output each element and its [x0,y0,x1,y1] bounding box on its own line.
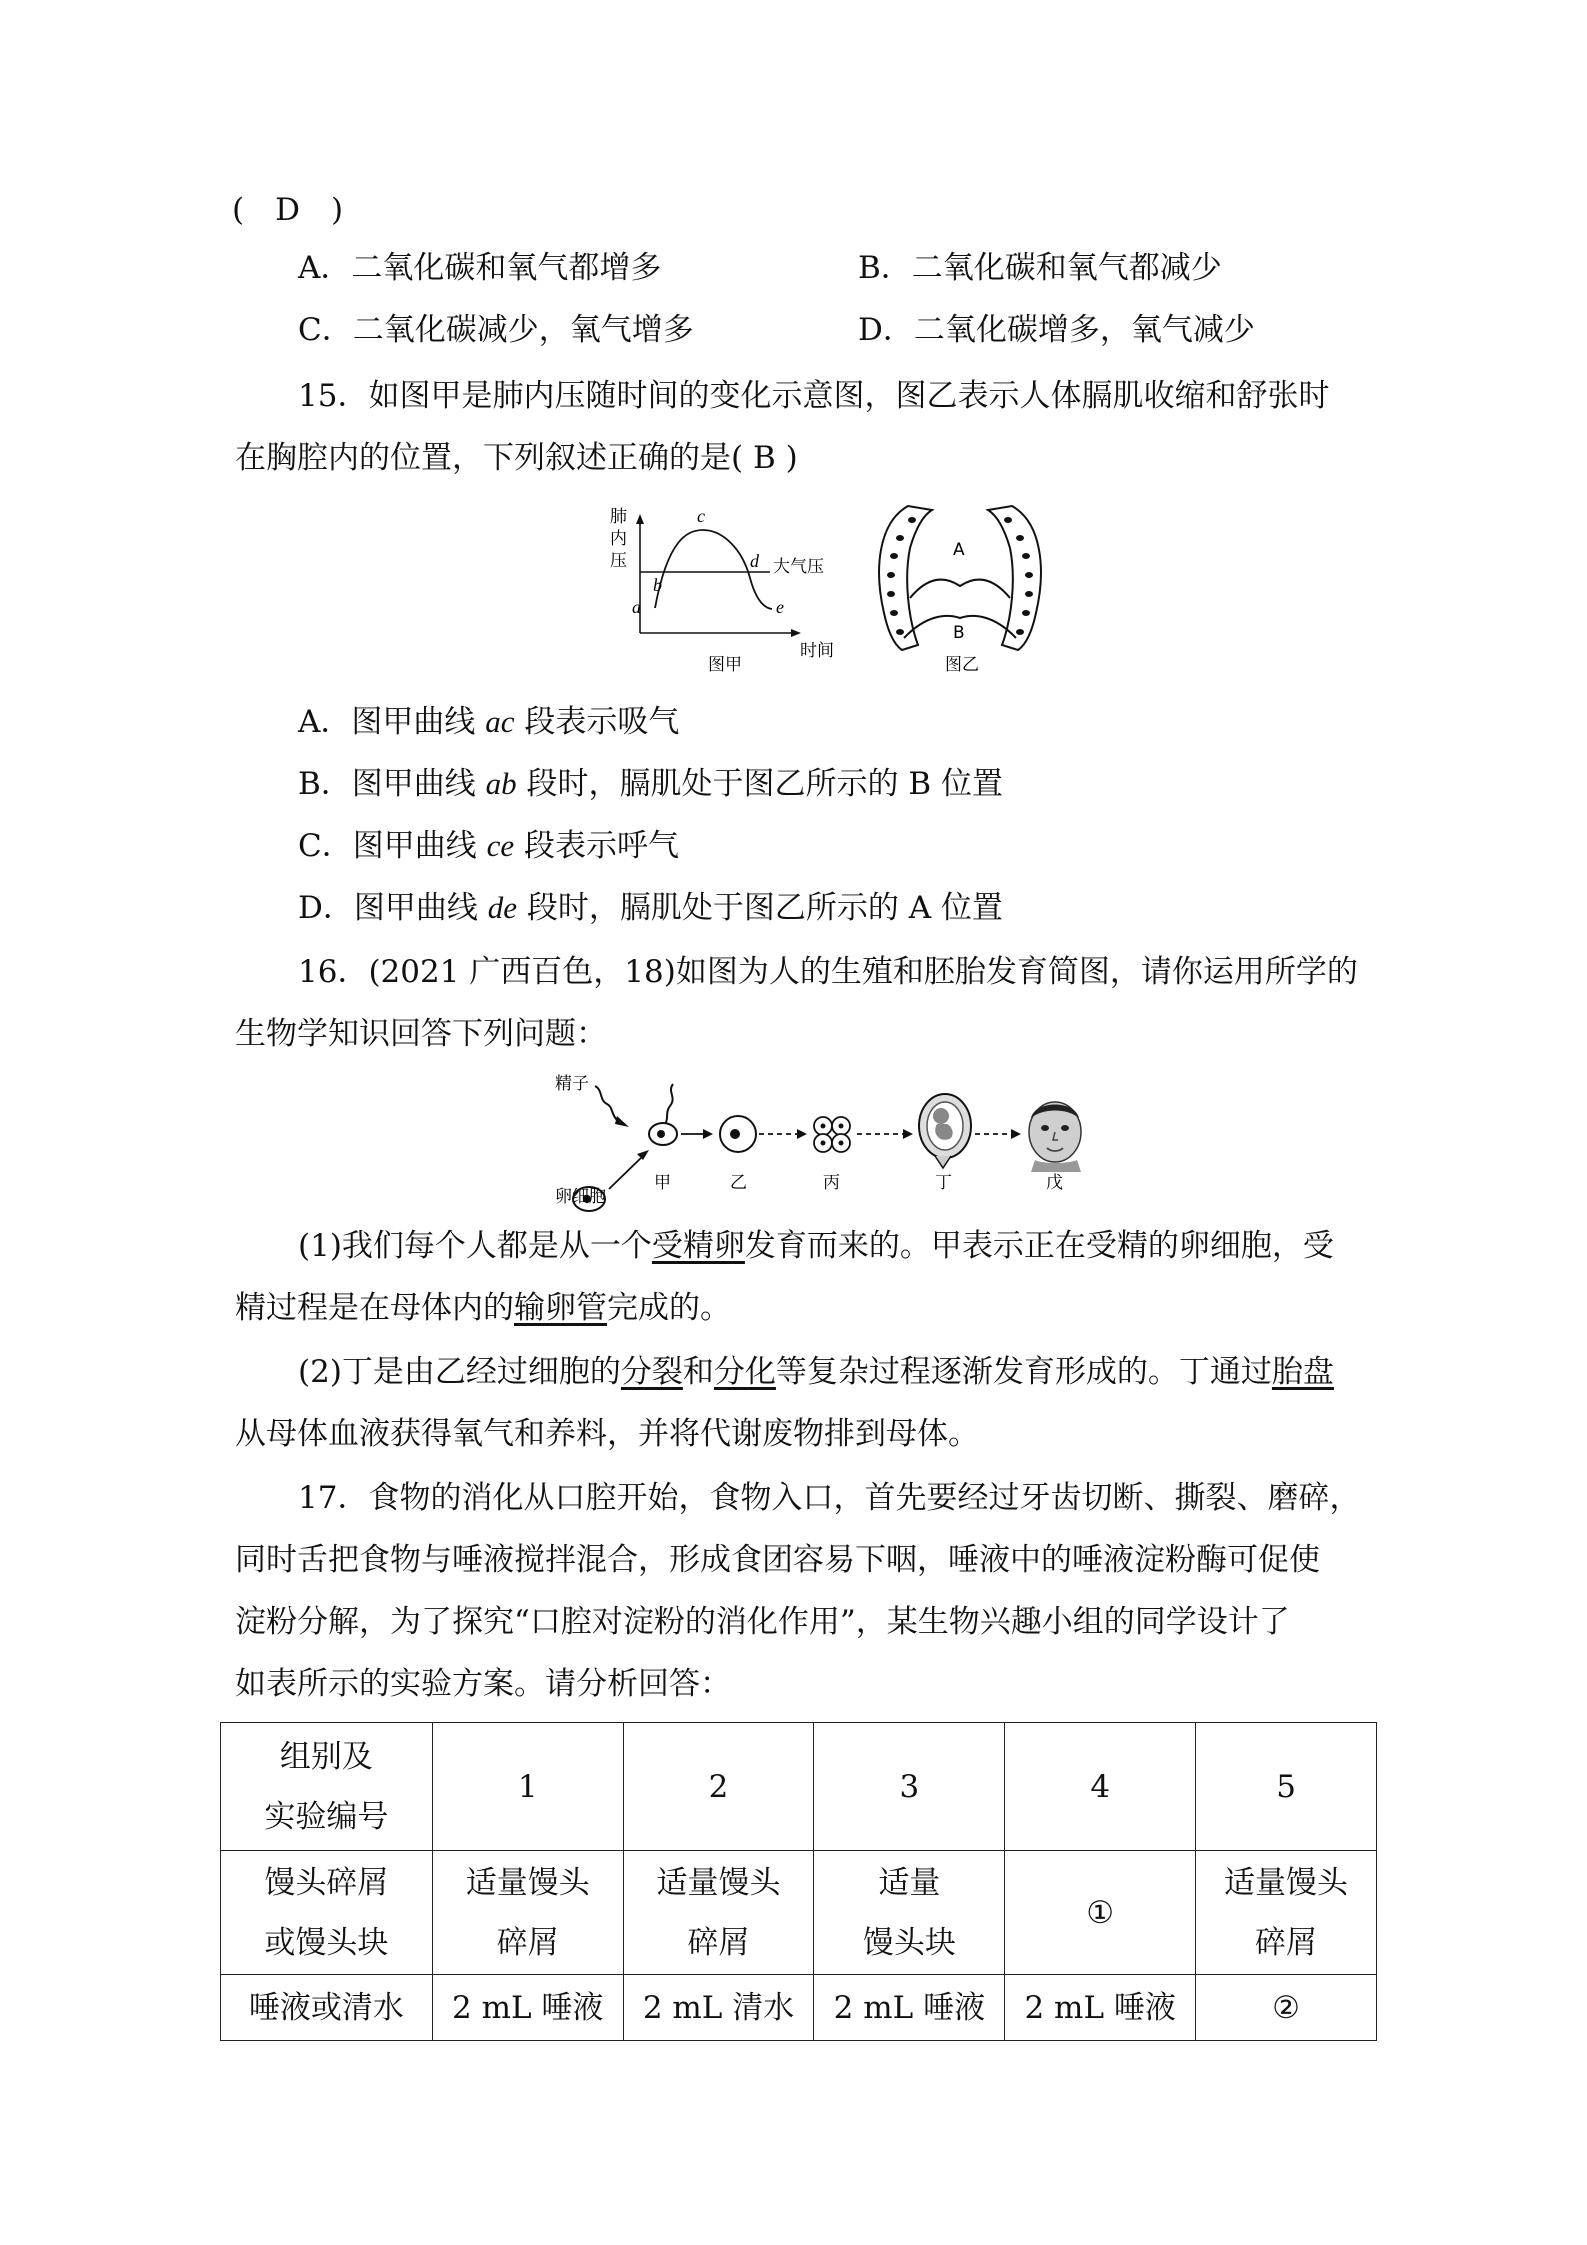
point-d-label: d [750,551,759,571]
cell-r2-c2: 2 mL 清水 [623,1975,814,2041]
header-col-5: 5 [1196,1723,1377,1851]
cell-r2-c1: 2 mL 唾液 [432,1975,623,2041]
answer-differentiation: 分化 [713,1354,776,1390]
q14-option-b: B．二氧化碳和氧气都减少 [858,250,1222,286]
diaphragm-position-a [910,580,1010,598]
q15-stem-line1: 15．如图甲是肺内压随时间的变化示意图，图乙表示人体膈肌收缩和舒张时 [298,378,1330,414]
q16-stem-line1: 16．(2021 广西百色，18)如图为人的生殖和胚胎发育简图，请你运用所学的 [298,954,1358,990]
q14-option-a: A．二氧化碳和氧气都增多 [298,250,662,286]
figure-jia-caption: 图甲 [708,655,742,675]
table-header-row [221,1723,1377,1851]
xlabel-time: 时间 [800,641,834,661]
q15-stem-line2: 在胸腔内的位置，下列叙述正确的是( B ) [235,440,798,476]
figure-jia [610,506,834,675]
cell-r2-c5: ② [1196,1975,1377,2041]
q15-option-b: B．图甲曲线 ab 段时，膈肌处于图乙所示的 B 位置 [298,766,1003,802]
stage-wu: 戊 [1046,1173,1063,1193]
answer-fertilized-egg: 受精卵 [651,1228,745,1264]
q16-answer-1-line2: 精过程是在母体内的输卵管完成的。 [235,1290,731,1326]
q15-option-d: D．图甲曲线 de 段时，膈肌处于图乙所示的 A 位置 [298,890,1003,926]
q17-stem-line1: 17．食物的消化从口腔开始，食物入口，首先要经过牙齿切断、撕裂、磨碎， [298,1480,1361,1516]
header-col-4: 4 [1005,1723,1196,1851]
sperm-label: 精子 [555,1074,589,1094]
egg-arrow [609,1156,643,1189]
sperm-near-egg [665,1084,673,1124]
cell-r1-c2: 适量馒头 碎屑 [623,1851,814,1975]
answer-oviduct: 输卵管 [514,1290,607,1326]
q14-option-c: C．二氧化碳减少，氧气增多 [298,312,694,348]
baby-face [1029,1102,1081,1172]
stage-jia: 甲 [654,1173,671,1193]
sperm-arrow [615,1116,629,1127]
stage-yi: 乙 [730,1173,747,1193]
egg-label: 卵细胞 [555,1187,606,1207]
point-e-label: e [776,597,784,617]
header-col-1: 1 [432,1723,623,1851]
header-col-3: 3 [814,1723,1005,1851]
atmospheric-pressure-label: 大气压 [773,557,824,577]
figure-yi-caption: 图乙 [945,655,979,675]
header-label: 组别及 实验编号 [221,1723,433,1851]
q14-answer: ( D ) [232,192,344,228]
q16-answer-2-line1: (2)丁是由乙经过细胞的分裂和分化等复杂过程逐渐发育形成的。丁通过胎盘 [298,1354,1334,1390]
q15-option-c: C．图甲曲线 ce 段表示呼气 [298,828,679,864]
q14-option-d: D．二氧化碳增多，氧气减少 [858,312,1255,348]
cell-r1-c4: ① [1005,1851,1196,1975]
cell-r1-c5: 适量馒头 碎屑 [1196,1851,1377,1975]
cell-r2-c4: 2 mL 唾液 [1005,1975,1196,2041]
point-a-label: a [632,597,641,617]
q16-answer-1-line1: (1)我们每个人都是从一个受精卵发育而来的。甲表示正在受精的卵细胞，受 [298,1228,1334,1264]
ylabel-char-3: 压 [610,551,627,571]
q16-reproduction-figure [555,1064,1115,1214]
stage-ding: 丁 [935,1173,952,1193]
label-b: B [953,623,965,643]
row-label-liquid: 唾液或清水 [221,1975,433,2041]
table-row [221,1975,1377,2041]
fetus-in-uterus [919,1094,971,1168]
q17-stem-line4: 如表所示的实验方案。请分析回答： [235,1666,731,1702]
ylabel-char-2: 内 [610,529,627,549]
point-b-label: b [653,575,662,595]
experiment-table [220,1722,1377,2041]
stage-bing: 丙 [823,1173,840,1193]
q15-figures [560,498,1080,688]
row-label-bread: 馒头碎屑 或馒头块 [221,1851,433,1975]
answer-placenta: 胎盘 [1271,1354,1334,1390]
right-rib-wall [988,506,1041,650]
cell-r1-c3: 适量 馒头块 [814,1851,1005,1975]
cell-r1-c1: 适量馒头 碎屑 [432,1851,623,1975]
q15-option-a: A．图甲曲线 ac 段表示吸气 [298,704,680,740]
ylabel-char-1: 肺 [610,507,627,527]
left-rib-wall [879,506,932,650]
point-c-label: c [697,506,705,526]
table-row [221,1851,1377,1975]
header-col-2: 2 [623,1723,814,1851]
cell-r2-c3: 2 mL 唾液 [814,1975,1005,2041]
q17-stem-line3: 淀粉分解，为了探究“口腔对淀粉的消化作用”，某生物兴趣小组的同学设计了 [235,1604,1290,1640]
cleavage-embryo [814,1117,850,1152]
q16-answer-2-line2: 从母体血液获得氧气和养料，并将代谢废物排到母体。 [235,1416,979,1452]
label-a: A [953,540,965,560]
q16-stem-line2: 生物学知识回答下列问题： [235,1016,607,1052]
q17-stem-line2: 同时舌把食物与唾液搅拌混合，形成食团容易下咽，唾液中的唾液淀粉酶可促使 [235,1542,1320,1578]
figure-yi [879,506,1041,675]
answer-division: 分裂 [620,1354,683,1390]
sperm-tail [595,1086,617,1120]
